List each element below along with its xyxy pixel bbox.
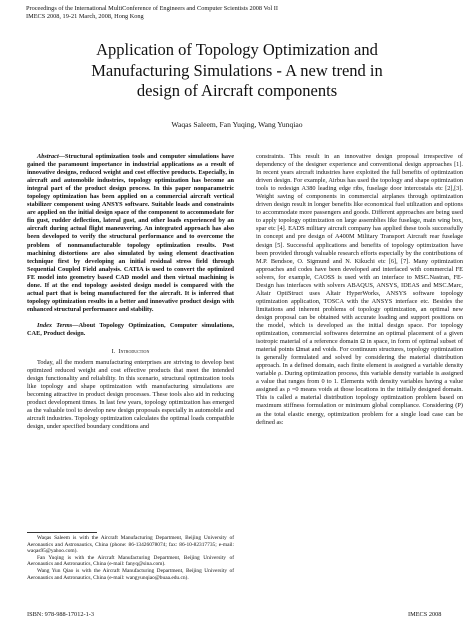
- conference-footer: IMECS 2008: [408, 611, 442, 618]
- right-column-text: constraints. This result in an innovative design proposal irrespective of dependency of the designer experience and conventional design approaches [1]. In recent years aircraft industries have exploited the full benefits of optimization driven design. For example, Airbus has used the topology and shape optimization tools to redesign A380 leading edge ribs, fuselage door intercostals etc [2],[3]. Weight saving of components in commercial airplanes through optimization driven design result in longer benefits like economical fuel utilization and options to accommodate more passengers and goods. Different approaches are being used to apply topology optimization on large assemblies like fuselage, main wing box, spar etc [4]. EADS military aircraft company has applied these tools successfully in concept and pre design of A400M Military Transport Aircraft rear fuselage design [5]. Successful applications and benefits of topology optimization have been provided through valuable research efforts especially by the contributions of M.P. Bendsoe, O. Sigmund and N. Kikuchi etc [6], [7]. Many optimization approaches and codes have been developed and interfaced with commercial FE solvers, for example, CAOSS is used with an interface to MSC.Nastran, FE-Design has interfaces with solvers ABAQUS, ANSYS, IDEAS and MSC.Marc, Altair OptiStruct uses Altair HyperWorks, ANSYS software topology optimization application, TOSCA with the ANSYS interface etc. Besides the limitations and inherent problems of topology optimization, an optimal new design proposal can be obtained with accurate loading and support positions on the model, which is developed as the initial design space. For topology optimization, commercial softwares determine an optimal placement of a given isotropic material of a reference domain Ω in space, in form of optimal subset of material points Ωmat and voids. For continuum structures, topology optimization is generally formulated and solved by considering the material distribution approach. In a defined domain, each finite element is assigned a variable density variable ρ. During optimization process, this variable density variable is assigned a value that ranges from 0 to 1. Elements with density variables having a value assigned as ρ =0 means voids at those locations in the initially designed domain. This is called a material distribution topology optimization problem based on maximum stiffness formulation or minimum global compliance. Considering (P) as the total elastic energy, optimization problem for a single load case can be defined as:: [256, 153, 463, 426]
- isbn-footer: ISBN: 978-988-17012-1-3: [27, 611, 94, 618]
- footnote-1: Waqas Saleem is with the Aircraft Manufacturing Department, Beijing University of Aeronautics and Astronautics, China (phone: 86-13426078074; fax: 86-10-82317735; e-mail: waqas95@yahoo.com).: [27, 535, 234, 555]
- abstract: [27, 153, 234, 314]
- author-list: Waqas Saleem, Fan Yuqing, Wang Yunqiao: [171, 120, 303, 129]
- title-line-1: Application of Topology Optimization and: [96, 40, 378, 59]
- proceedings-header: [26, 5, 446, 21]
- introduction-paragraph: Today, all the modern manufacturing enterprises are striving to develop best optimized reduced weight and cost effective products that meet the intended design functionality and reliability. In this scenario, structural optimization tools like topology and shape optimization with manufacturing simulations are becoming attractive in product design processes. These tools also aid in reducing product development times. In last few years, topology optimization has emerged as the valuable tool to develop new design proposals especially in automobile and aircraft industries. Topology optimization calculates the optimal loads compatible design, under specified boundary conditions and: [27, 359, 234, 431]
- footnote-rule: [27, 532, 97, 533]
- header-line-1: Proceedings of the International MultiConference of Engineers and Computer Scientists 2008 Vol II: [26, 5, 278, 12]
- title-line-3: design of Aircraft components: [136, 81, 338, 100]
- section-heading-introduction: [27, 348, 234, 356]
- index-terms-text: —About Topology Optimization, Computer simulations, CAE, Product design.: [27, 321, 234, 337]
- right-column: [256, 153, 463, 427]
- footnote-3: Wang Yun Qiao is with the Aircraft Manufacturing Department, Beijing University of Aeronautics and Astronautics, China (e-mail: wangyunqiao@buaa.edu.cn).: [27, 567, 234, 581]
- abstract-text: —Structural optimization tools and computer simulations have gained the paramount importance in industrial applications as a result of innovative designs, reduced weight and cost effective products. Especially, in aircraft and automobile industries, topology optimization has become an integral part of the product design process. In this paper nonparametric topology optimization has been applied on a commercial aircraft vertical stabilizer component using ANSYS software. Suitable loads and constraints are applied on the initial design space of the component to accommodate for fin gust, rudder deflection, lateral gust, and other loads experienced by an aircraft during actual flight maneuvering. An integrated approach has also been developed to verify the structural performance and to overcome the problem of nonmanufacturable topology optimization results. Post machining distortions are also simulated by using element deactivation technique first by developing an initial residual stress field through Sequential Coupled Field analysis. CATIA is used to convert the optimized FE model into geometry based CAD model and then virtual machining is done. If at the end topology assisted design model is compared with the actual part that is being manufactured for the aircraft. It is inferred that topology optimization results in a better and innovative product design with enhanced structural performance and stability.: [27, 153, 234, 313]
- section-title: Introduction: [118, 348, 150, 356]
- title-line-2: Manufacturing Simulations - A new trend in: [91, 60, 383, 80]
- header-line-2: IMECS 2008, 19-21 March, 2008, Hong Kong: [26, 13, 144, 20]
- index-terms-label: Index Terms: [37, 321, 73, 329]
- author-footnotes: [27, 532, 234, 581]
- paper-title: [40, 40, 434, 102]
- left-column: [27, 153, 234, 432]
- index-terms: [27, 322, 234, 338]
- abstract-label: Abstract: [37, 153, 59, 160]
- footnote-2: Fan Yuqing is with the Aircraft Manufacturing Department, Beijing University of Aeronautics and Astronautics, China (e-mail: fanyq@sina.com).: [27, 554, 234, 568]
- section-number: I.: [111, 348, 116, 356]
